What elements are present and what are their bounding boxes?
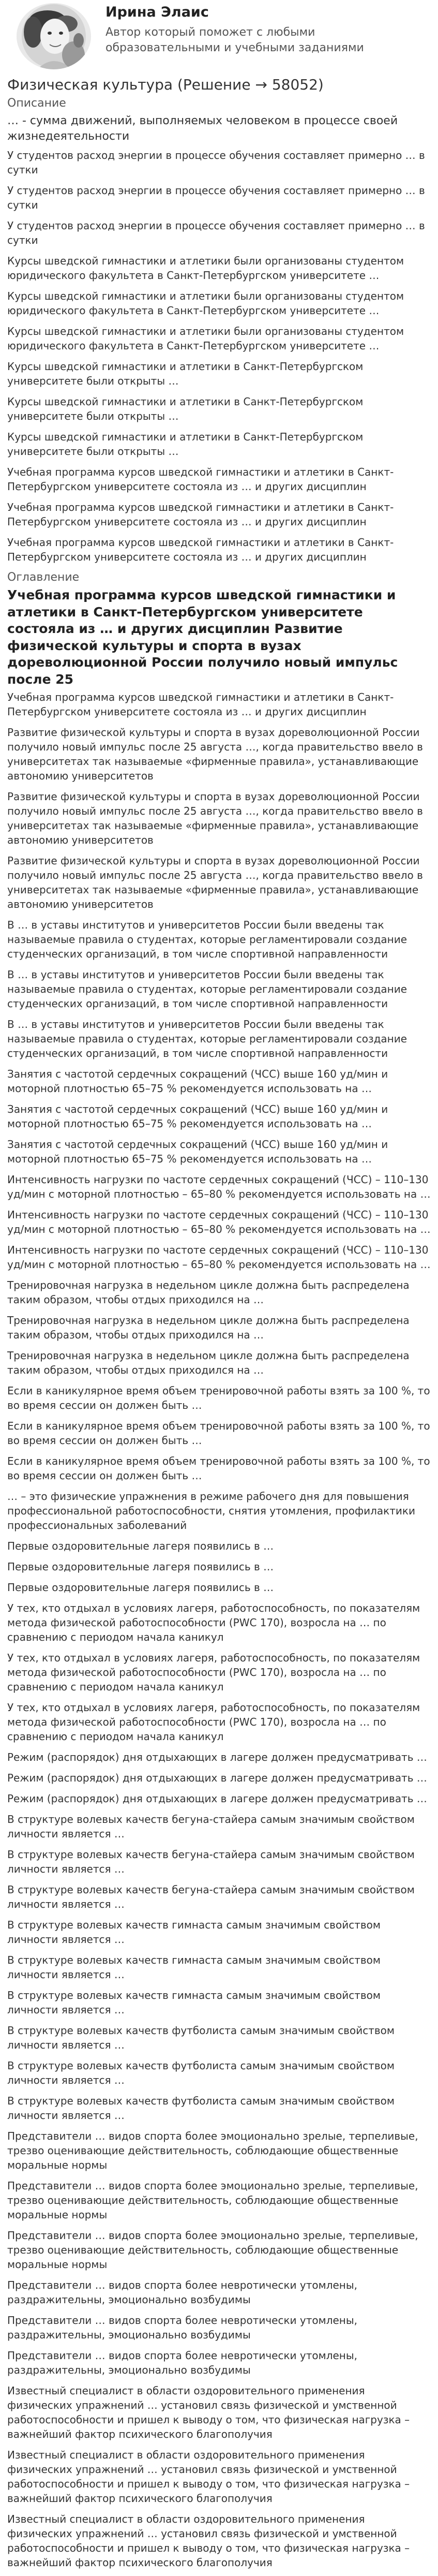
question-item[interactable]: Развитие физической культуры и спорта в вузах дореволюционной России получило новый импульс после 25 августа …, когда правительство ввело в университетах так называемые «фирменные правила», устанавливающие автономию университетов (7, 855, 423, 911)
question-item[interactable]: Интенсивность нагрузки по частоте сердечных сокращений (ЧСС) – 110–130 уд/мин с моторной плотностью – 65–80 % рекомендуется использовать на … (7, 1244, 431, 1271)
question-item[interactable]: Курсы шведской гимнастики и атлетики были организованы студентом юридического факультета в Санкт-Петербургском университете … (7, 289, 404, 317)
question-item[interactable]: Если в каникулярное время объем тренировочной работы взять за 100 %, то во время сессии он должен быть … (7, 1420, 430, 1447)
question-item[interactable]: В структуре волевых качеств гимнаста самым значимым свойством личности является … (7, 1989, 381, 2016)
question-item[interactable]: В структуре волевых качеств футболиста самым значимым свойством личности является … (7, 2095, 395, 2122)
question-item[interactable]: Тренировочная нагрузка в недельном цикле должна быть распределена таким образом, чтобы отдых приходился на … (7, 1314, 410, 1342)
question-item[interactable]: Первые оздоровительные лагеря появились в … (7, 1561, 274, 1573)
question-item[interactable]: Учебная программа курсов шведской гимнастики и атлетики в Санкт-Петербургском университете состояла из … и других дисциплин (7, 465, 394, 493)
question-item[interactable]: У тех, кто отдыхал в условиях лагеря, работоспособность, по показателям метода физической работоспособности (PWC 170), возросла на … по сравнению с периодом начала каникул (7, 1701, 420, 1743)
question-item[interactable]: В структуре волевых качеств гимнаста самым значимым свойством личности является … (7, 1954, 381, 1981)
question-item[interactable]: Развитие физической культуры и спорта в вузах дореволюционной России получило новый импульс после 25 августа …, когда правительство ввело в университетах так называемые «фирменные правила», устанавливающие автономию университетов (7, 790, 423, 847)
question-item[interactable]: Известный специалист в области оздоровительного применения физических упражнений … установил связь физической и умственной работоспособности и пришел к выводу о том, что физическая нагрузка – важнейший фактор психического благополучия (7, 2449, 410, 2505)
question-item[interactable]: В структуре волевых качеств футболиста самым значимым свойством личности является … (7, 2059, 395, 2087)
question-item[interactable]: Режим (распорядок) дня отдыхающих в лагере должен предусматривать … (7, 1772, 427, 1785)
question-item[interactable]: Если в каникулярное время объем тренировочной работы взять за 100 %, то во время сессии он должен быть … (7, 1455, 430, 1482)
avatar (17, 3, 91, 69)
question-item[interactable]: В структуре волевых качеств бегуна-стайера самым значимым свойством личности является … (7, 1848, 415, 1876)
author-description: Автор который поможет с любыми образовательными и учебными заданиями (105, 26, 364, 55)
description-label: Описание (7, 97, 66, 110)
question-item[interactable]: Если в каникулярное время объем тренировочной работы взять за 100 %, то во время сессии он должен быть … (7, 1385, 430, 1412)
toc-label: Оглавление (7, 570, 80, 584)
question-item[interactable]: В … в уставы институтов и университетов России были введены так называемые правила о студентах, которые регламентировали создание студенческих организаций, в том числе спортивной направленности (7, 968, 407, 1010)
description-text: … - сумма движений, выполняемых человеком в процессе своей жизнедеятельности (7, 114, 398, 143)
question-item[interactable]: Представители … видов спорта более эмоционально зрелые, терпеливые, трезво оценивающие действительность, соблюдающие общественные моральные нормы (7, 2180, 418, 2221)
question-item[interactable]: Интенсивность нагрузки по частоте сердечных сокращений (ЧСС) – 110–130 уд/мин с моторной плотностью – 65–80 % рекомендуется использовать на … (7, 1209, 431, 1236)
question-item[interactable]: В структуре волевых качеств футболиста самым значимым свойством личности является … (7, 2024, 395, 2052)
avatar-photo-icon (17, 3, 91, 69)
author-header (7, 0, 431, 72)
question-item[interactable]: У студентов расход энергии в процессе обучения составляет примерно … в сутки (7, 184, 425, 211)
author-name[interactable]: Ирина Элаис (105, 4, 209, 20)
toc-heading: Учебная программа курсов шведской гимнастики и атлетики в Санкт-Петербургском университете состояла из … и других дисциплин Развитие физической культуры и спорта в вузах дореволюционной России получило новый импульс после 25 (7, 587, 398, 687)
question-item[interactable]: В … в уставы институтов и университетов России были введены так называемые правила о студентах, которые регламентировали создание студенческих организаций, в том числе спортивной направленности (7, 1018, 407, 1060)
question-item[interactable]: У тех, кто отдыхал в условиях лагеря, работоспособность, по показателям метода физической работоспособности (PWC 170), возросла на … по сравнению с периодом начала каникул (7, 1652, 420, 1694)
question-item[interactable]: Представители … видов спорта более эмоционально зрелые, терпеливые, трезво оценивающие действительность, соблюдающие общественные моральные нормы (7, 2130, 418, 2172)
question-item[interactable]: Курсы шведской гимнастики и атлетики в Санкт-Петербургском университете были открыты … (7, 395, 364, 422)
question-item[interactable]: У тех, кто отдыхал в условиях лагеря, работоспособность, по показателям метода физической работоспособности (PWC 170), возросла на … по сравнению с периодом начала каникул (7, 1602, 420, 1644)
question-item[interactable]: Первые оздоровительные лагеря появились в … (7, 1581, 274, 1594)
question-item[interactable]: Известный специалист в области оздоровительного применения физических упражнений … установил связь физической и умственной работоспособности и пришел к выводу о том, что физическая нагрузка – важнейший фактор психического благополучия (7, 2384, 410, 2441)
question-item[interactable]: Развитие физической культуры и спорта в вузах дореволюционной России получило новый импульс после 25 августа …, когда правительство ввело в университетах так называемые «фирменные правила», устанавливающие автономию университетов (7, 726, 423, 783)
question-item[interactable]: В структуре волевых качеств бегуна-стайера самым значимым свойством личности является … (7, 1813, 415, 1841)
question-item[interactable]: Курсы шведской гимнастики и атлетики в Санкт-Петербургском университете были открыты … (7, 430, 364, 458)
question-item[interactable]: Интенсивность нагрузки по частоте сердечных сокращений (ЧСС) – 110–130 уд/мин с моторной плотностью – 65–80 % рекомендуется использовать на … (7, 1173, 431, 1201)
question-item[interactable]: В структуре волевых качеств бегуна-стайера самым значимым свойством личности является … (7, 1883, 415, 1911)
question-item[interactable]: В структуре волевых качеств гимнаста самым значимым свойством личности является … (7, 1919, 381, 1946)
question-item[interactable]: Курсы шведской гимнастики и атлетики были организованы студентом юридического факультета в Санкт-Петербургском университете … (7, 254, 404, 282)
question-item[interactable]: Занятия с частотой сердечных сокращений (ЧСС) выше 160 уд/мин и моторной плотностью 65–75 % рекомендуется использовать на … (7, 1138, 388, 1166)
question-item[interactable]: Тренировочная нагрузка в недельном цикле должна быть распределена таким образом, чтобы отдых приходился на … (7, 1349, 410, 1377)
question-item[interactable]: В … в уставы институтов и университетов России были введены так называемые правила о студентах, которые регламентировали создание студенческих организаций, в том числе спортивной направленности (7, 919, 407, 961)
question-item[interactable]: Курсы шведской гимнастики и атлетики в Санкт-Петербургском университете были открыты … (7, 360, 364, 387)
question-item[interactable]: Учебная программа курсов шведской гимнастики и атлетики в Санкт-Петербургском университете состояла из … и других дисциплин (7, 501, 394, 528)
document-title: Физическая культура (Решение → 58052) (7, 76, 324, 93)
question-list-top (7, 148, 431, 564)
question-item[interactable]: Первые оздоровительные лагеря появились в … (7, 1540, 274, 1553)
question-item[interactable]: … – это физические упражнения в режиме рабочего дня для повышения профессиональной работоспособности, снятия утомления, профилактики профессиональных заболеваний (7, 1490, 415, 1532)
question-item[interactable]: У студентов расход энергии в процессе обучения составляет примерно … в сутки (7, 219, 425, 246)
question-item[interactable]: Представители … видов спорта более невротически утомлены, раздражительны, эмоционально возбудимы (7, 2279, 358, 2306)
question-item[interactable]: Представители … видов спорта более эмоционально зрелые, терпеливые, трезво оценивающие действительность, соблюдающие общественные моральные нормы (7, 2229, 418, 2271)
question-item[interactable]: Учебная программа курсов шведской гимнастики и атлетики в Санкт-Петербургском университете состояла из … и других дисциплин (7, 536, 394, 563)
question-item[interactable]: Учебная программа курсов шведской гимнастики и атлетики в Санкт-Петербургском университете состояла из … и других дисциплин (7, 691, 394, 718)
question-item[interactable]: Режим (распорядок) дня отдыхающих в лагере должен предусматривать … (7, 1751, 427, 1764)
question-item[interactable]: Представители … видов спорта более невротически утомлены, раздражительны, эмоционально возбудимы (7, 2314, 358, 2342)
question-list-main (7, 690, 431, 2570)
question-item[interactable]: Курсы шведской гимнастики и атлетики были организованы студентом юридического факультета в Санкт-Петербургском университете … (7, 325, 404, 352)
question-item[interactable]: Режим (распорядок) дня отдыхающих в лагере должен предусматривать … (7, 1792, 427, 1805)
question-item[interactable]: Представители … видов спорта более невротически утомлены, раздражительны, эмоционально возбудимы (7, 2349, 358, 2377)
question-item[interactable]: Занятия с частотой сердечных сокращений (ЧСС) выше 160 уд/мин и моторной плотностью 65–75 % рекомендуется использовать на … (7, 1103, 388, 1130)
question-item[interactable]: Занятия с частотой сердечных сокращений (ЧСС) выше 160 уд/мин и моторной плотностью 65–75 % рекомендуется использовать на … (7, 1068, 388, 1095)
question-item[interactable]: У студентов расход энергии в процессе обучения составляет примерно … в сутки (7, 149, 425, 176)
question-item[interactable]: Известный специалист в области оздоровительного применения физических упражнений … установил связь физической и умственной работоспособности и пришел к выводу о том, что физическая нагрузка – важнейший фактор психического благополучия (7, 2513, 410, 2569)
question-item[interactable]: Тренировочная нагрузка в недельном цикле должна быть распределена таким образом, чтобы отдых приходился на … (7, 1279, 410, 1306)
